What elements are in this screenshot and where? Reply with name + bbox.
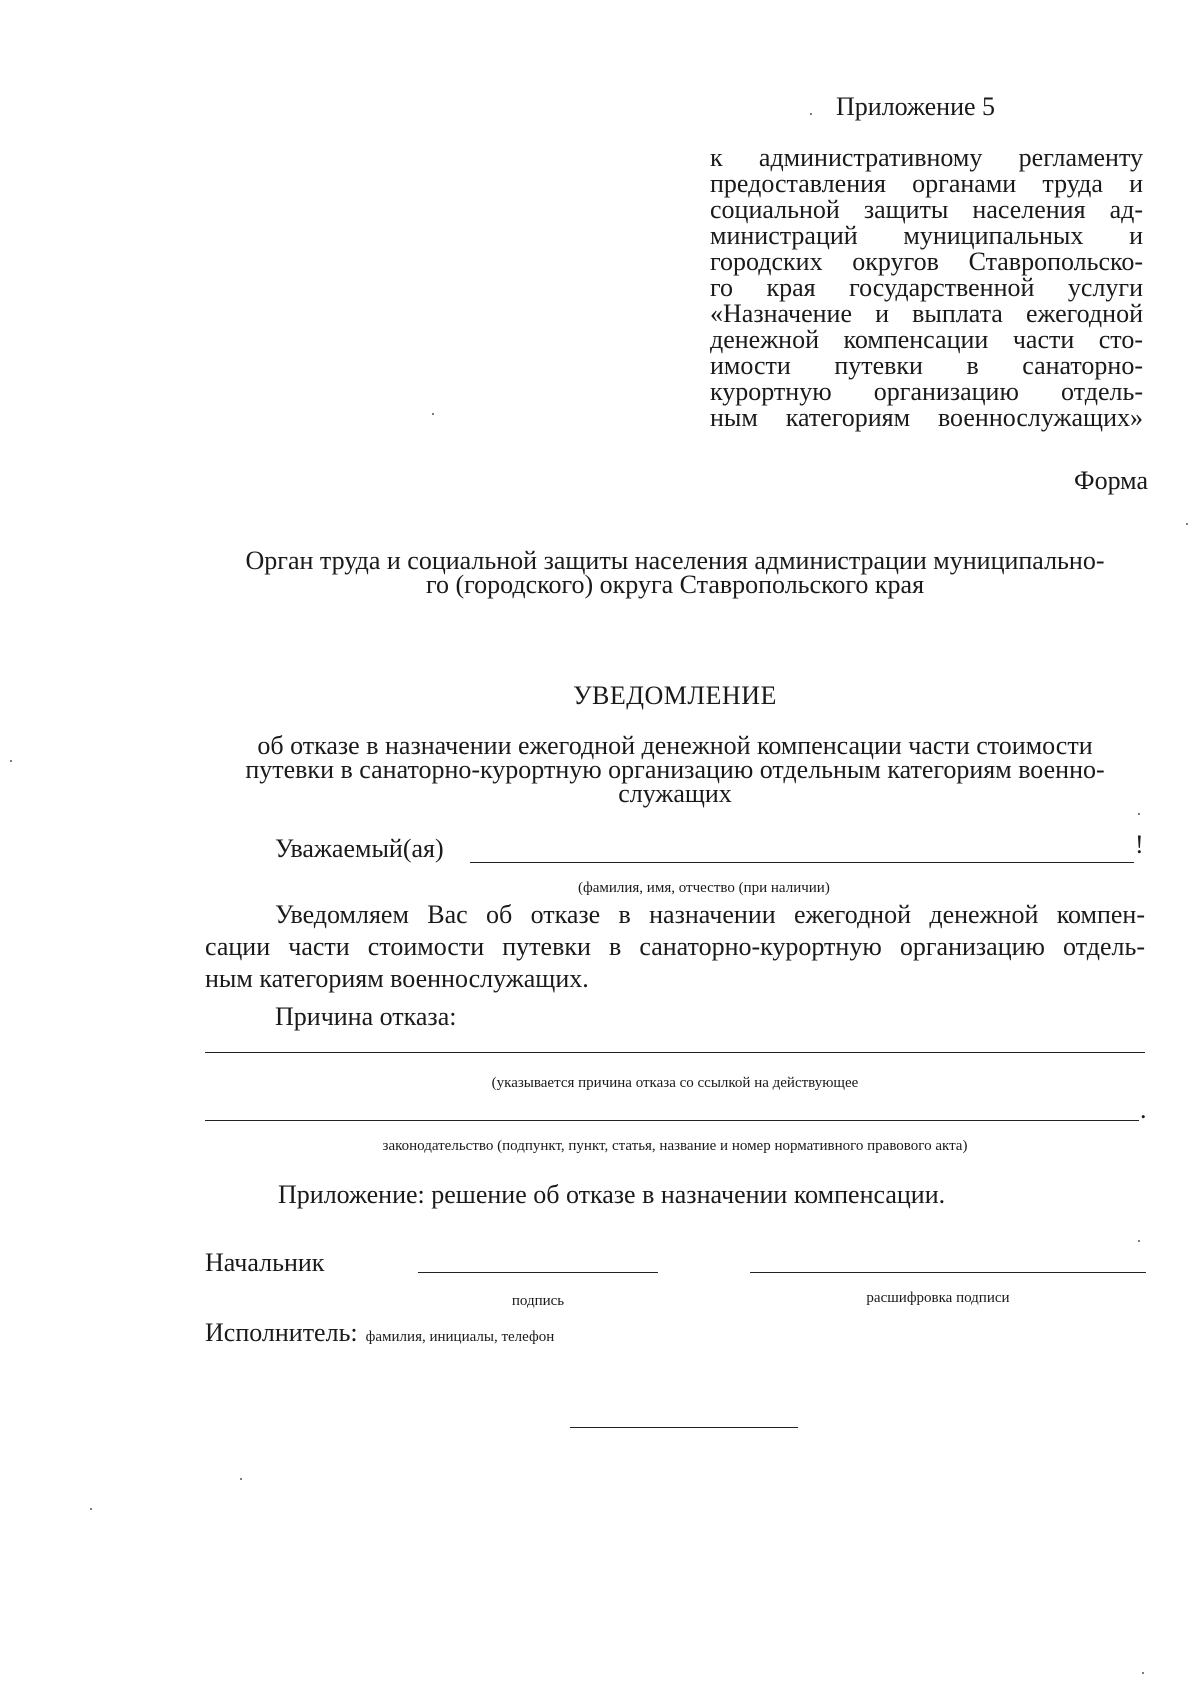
executor-label: Исполнитель: <box>205 1318 358 1347</box>
head-label: Начальник <box>205 1248 325 1277</box>
scan-speck <box>1138 1240 1140 1242</box>
scan-speck <box>1138 813 1140 815</box>
reason-line[interactable] <box>205 1052 1145 1053</box>
body-paragraph <box>205 902 1145 992</box>
notice-subtitle-line: путевки в санаторно-курортную организацию отдельным категориям военно- <box>245 755 1105 784</box>
form-label: Форма <box>1074 466 1148 495</box>
scan-speck <box>90 1508 92 1510</box>
scan-speck <box>240 1478 242 1480</box>
notice-subtitle-line: об отказе в назначении ежегодной денежной компенсации части стоимости <box>257 731 1093 760</box>
bottom-separator <box>570 1427 798 1428</box>
signature-decoding-hint: расшифровка подписи <box>866 1290 1010 1306</box>
regulation-line: министраций муниципальных и <box>710 221 1143 250</box>
reason-hint: (указывается причина отказа со ссылкой на действующее <box>491 1075 859 1091</box>
regulation-reference <box>710 145 1143 431</box>
salutation-label: Уважаемый(ая) <box>275 834 444 863</box>
regulation-line: ным категориям военнослужащих» <box>710 403 1143 432</box>
attachment-note: Приложение: решение об отказе в назначении компенсации. <box>278 1180 946 1209</box>
regulation-line: го края государственной услуги <box>710 273 1143 302</box>
appendix-label: Приложение 5 <box>836 92 996 121</box>
organization-line: го (городского) округа Ставропольского края <box>425 570 925 599</box>
regulation-line: курортную организацию отдель- <box>710 377 1143 406</box>
scan-speck <box>1142 1672 1144 1674</box>
legislation-hint: законодательство (подпункт, пункт, статья, название и номер нормативного правового акта) <box>382 1138 968 1154</box>
notice-title: УВЕДОМЛЕНИЕ <box>573 681 777 710</box>
scan-speck <box>1186 523 1188 525</box>
salutation-end-mark: ! <box>1135 830 1144 859</box>
body-line: Уведомляем Вас об отказе в назначении ежегодной денежной компен- <box>275 900 1145 929</box>
scan-speck <box>810 113 812 115</box>
scan-speck <box>432 413 434 415</box>
signature-hint: подпись <box>511 1293 565 1309</box>
signature-decoding-line[interactable] <box>750 1272 1146 1273</box>
regulation-line: социальной защиты населения ад- <box>710 195 1143 224</box>
body-line: сации части стоимости путевки в санаторно-курортную организацию отдель- <box>205 932 1145 961</box>
executor-hint: фамилия, инициалы, телефон <box>365 1329 555 1345</box>
signature-line[interactable] <box>418 1272 658 1273</box>
notice-subtitle-line: служащих <box>618 779 732 808</box>
recipient-name-line[interactable] <box>470 862 1134 863</box>
regulation-line: имости путевки в санаторно- <box>710 351 1143 380</box>
organization-line: Орган труда и социальной защиты населения администрации муниципально- <box>245 546 1105 575</box>
regulation-line: денежной компенсации части сто- <box>710 325 1143 354</box>
reason-label: Причина отказа: <box>275 1002 457 1031</box>
recipient-name-hint: (фамилия, имя, отчество (при наличии) <box>578 880 830 896</box>
regulation-line: городских округов Ставропольско- <box>710 247 1143 276</box>
reason-end-mark: . <box>1140 1095 1147 1124</box>
reason-line[interactable] <box>205 1120 1139 1121</box>
body-line: ным категориям военнослужащих. <box>205 964 589 993</box>
regulation-line: к административному регламенту <box>710 143 1143 172</box>
regulation-line: предоставления органами труда и <box>710 169 1143 198</box>
scan-speck <box>10 760 12 762</box>
executor-row <box>205 1320 554 1346</box>
regulation-line: «Назначение и выплата ежегодной <box>710 299 1143 328</box>
